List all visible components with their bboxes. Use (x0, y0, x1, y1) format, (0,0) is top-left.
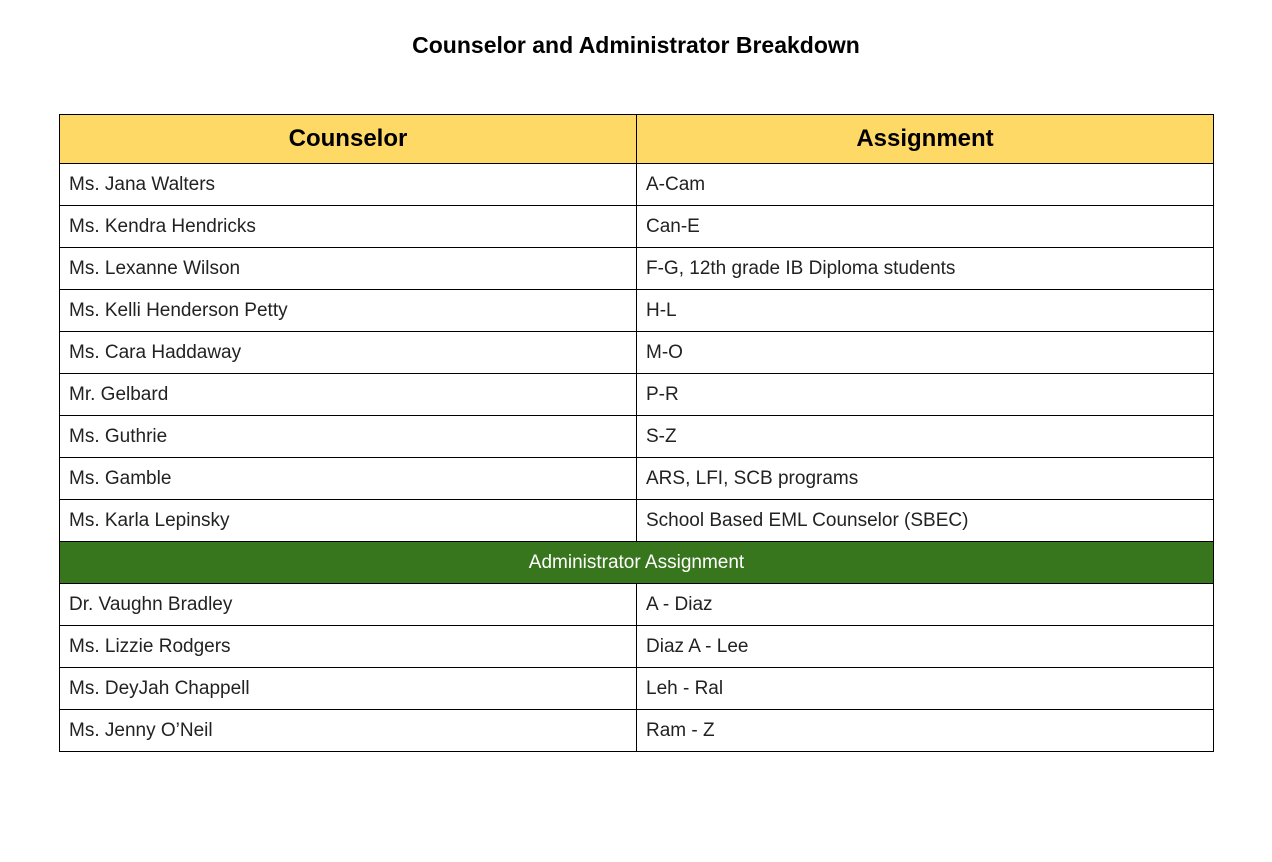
assignment-cell: M-O (637, 332, 1214, 374)
counselor-name-cell: Ms. Kendra Hendricks (60, 206, 637, 248)
page-title: Counselor and Administrator Breakdown (412, 32, 860, 58)
assignment-cell: S-Z (637, 416, 1214, 458)
counselor-name-cell: Ms. Gamble (60, 458, 637, 500)
table-row (60, 332, 1214, 374)
administrator-name-cell: Ms. Jenny O’Neil (60, 710, 637, 752)
assignment-cell: Ram - Z (637, 710, 1214, 752)
column-header-assignment: Assignment (637, 115, 1214, 164)
administrator-name-cell: Ms. DeyJah Chappell (60, 668, 637, 710)
table-row (60, 206, 1214, 248)
section-header-row (60, 542, 1214, 584)
table-row (60, 374, 1214, 416)
assignment-cell: Can-E (637, 206, 1214, 248)
table-row (60, 164, 1214, 206)
table-header-row (60, 115, 1214, 164)
breakdown-table (59, 114, 1214, 752)
section-label-administrator-assignment: Administrator Assignment (60, 542, 1214, 584)
table-row (60, 710, 1214, 752)
assignment-cell: A-Cam (637, 164, 1214, 206)
assignment-cell: ARS, LFI, SCB programs (637, 458, 1214, 500)
counselor-name-cell: Ms. Lexanne Wilson (60, 248, 637, 290)
table-row (60, 668, 1214, 710)
assignment-cell: F-G, 12th grade IB Diploma students (637, 248, 1214, 290)
assignment-cell: School Based EML Counselor (SBEC) (637, 500, 1214, 542)
counselor-name-cell: Ms. Cara Haddaway (60, 332, 637, 374)
counselor-name-cell: Ms. Jana Walters (60, 164, 637, 206)
assignment-cell: H-L (637, 290, 1214, 332)
administrator-name-cell: Ms. Lizzie Rodgers (60, 626, 637, 668)
table-row (60, 626, 1214, 668)
column-header-counselor: Counselor (60, 115, 637, 164)
table-row (60, 290, 1214, 332)
administrator-name-cell: Dr. Vaughn Bradley (60, 584, 637, 626)
assignment-cell: A - Diaz (637, 584, 1214, 626)
table-row (60, 248, 1214, 290)
counselor-name-cell: Mr. Gelbard (60, 374, 637, 416)
counselor-name-cell: Ms. Karla Lepinsky (60, 500, 637, 542)
table-row (60, 500, 1214, 542)
table-row (60, 416, 1214, 458)
assignment-cell: P-R (637, 374, 1214, 416)
counselor-name-cell: Ms. Kelli Henderson Petty (60, 290, 637, 332)
table-row (60, 458, 1214, 500)
counselor-name-cell: Ms. Guthrie (60, 416, 637, 458)
table-row (60, 584, 1214, 626)
assignment-cell: Leh - Ral (637, 668, 1214, 710)
assignment-cell: Diaz A - Lee (637, 626, 1214, 668)
